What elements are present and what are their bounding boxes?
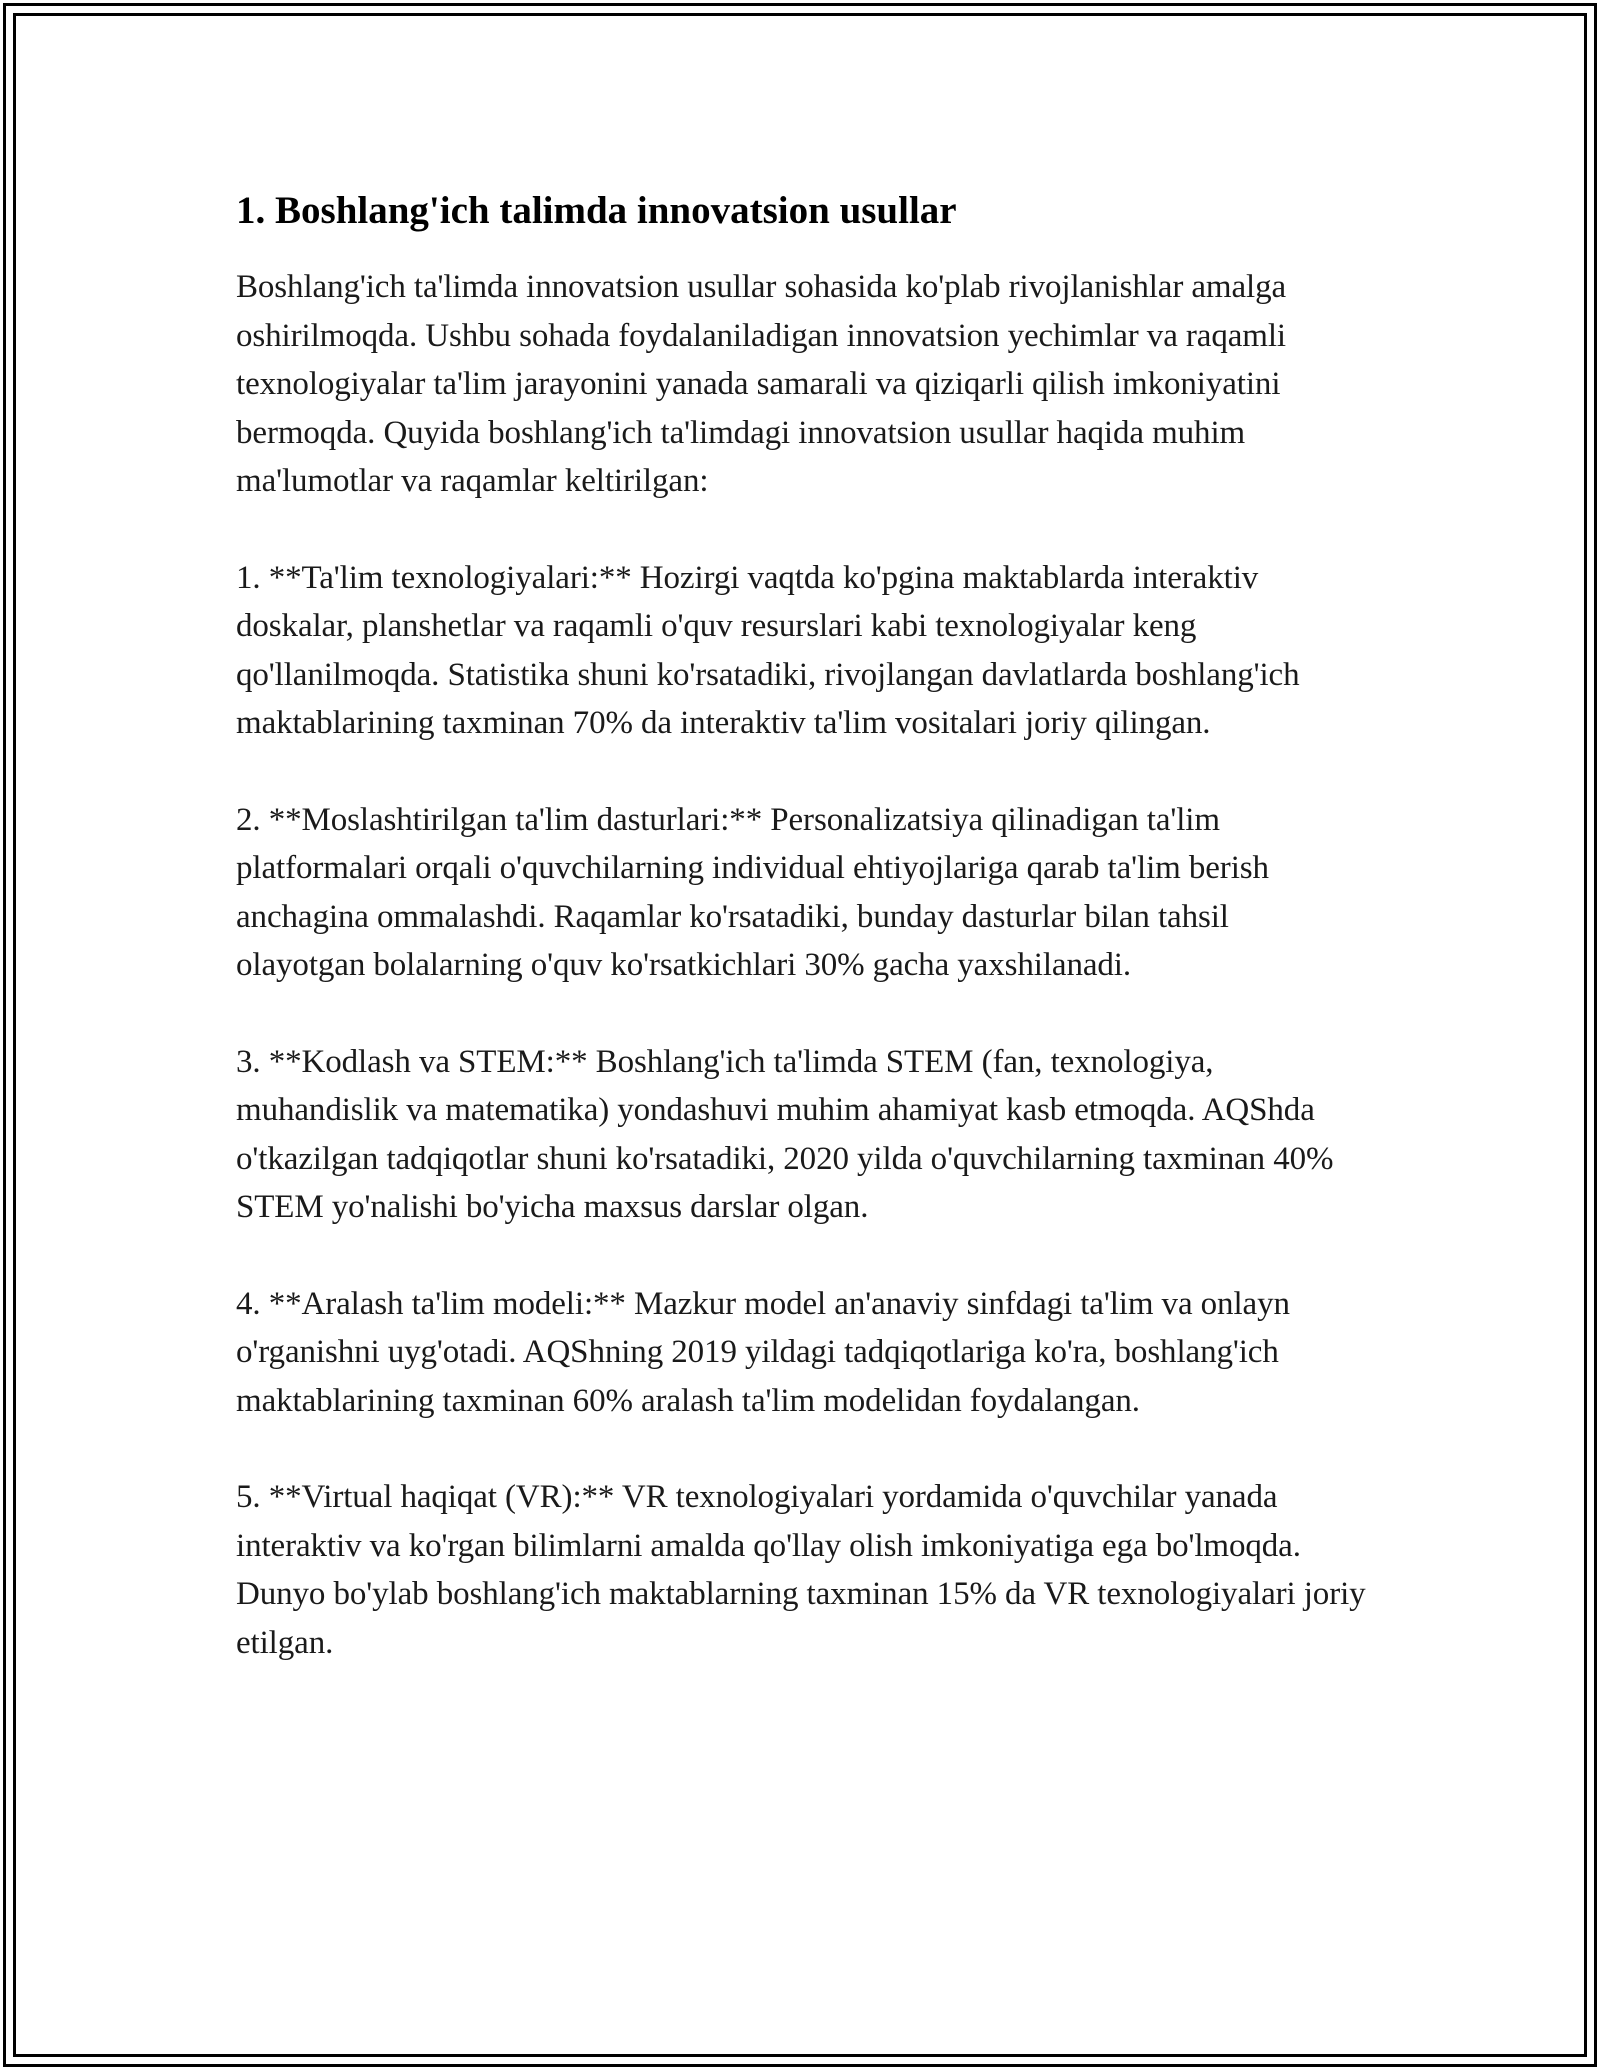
intro-paragraph: Boshlang'ich ta'limda innovatsion usullar sohasida ko'plab rivojlanishlar amalga oshirilmoqda. Ushbu sohada foydalaniladigan innovatsion yechimlar va raqamli texnologiyalar ta'lim jarayonini yanada samarali va qiziqarli qilish imkoniyatini bermoqda. Quyida boshlang'ich ta'limdagi innovatsion usullar haqida muhim ma'lumotlar va raqamlar keltirilgan:	[236, 269, 1287, 499]
document-title: 1. Boshlang'ich talimda innovatsion usullar	[236, 189, 957, 232]
list-item-blended-learning: 4. **Aralash ta'lim modeli:** Mazkur model an'anaviy sinfdagi ta'lim va onlayn o'rganishni uyg'otadi. AQShning 2019 yildagi tadqiqotlariga ko'ra, boshlang'ich maktablarining taxminan 60% aralash ta'lim modelidan foydalangan.	[236, 1285, 1290, 1419]
list-item-coding-stem: 3. **Kodlash va STEM:** Boshlang'ich ta'limda STEM (fan, texnologiya, muhandislik va matematika) yondashuvi muhim ahamiyat kasb etmoqda. AQShda o'tkazilgan tadqiqotlar shuni ko'rsatadiki, 2020 yilda o'quvchilarning taxminan 40% STEM yo'nalishi bo'yicha maxsus darslar olgan.	[236, 1043, 1334, 1225]
list-item-adaptive-programs: 2. **Moslashtirilgan ta'lim dasturlari:** Personalizatsiya qilinadigan ta'lim platformalari orqali o'quvchilarning individual ehtiyojlariga qarab ta'lim berish anchagina ommalashdi. Raqamlar ko'rsatadiki, bunday dasturlar bilan tahsil olayotgan bolalarning o'quv ko'rsatkichlari 30% gacha yaxshilanadi.	[236, 801, 1269, 983]
document-body	[236, 185, 1366, 1715]
list-item-education-technologies: 1. **Ta'lim texnologiyalari:** Hozirgi vaqtda ko'pgina maktablarda interaktiv doskalar, planshetlar va raqamli o'quv resurslari kabi texnologiyalar keng qo'llanilmoqda. Statistika shuni ko'rsatadiki, rivojlangan davlatlarda boshlang'ich maktablarining taxminan 70% da interaktiv ta'lim vositalari joriy qilingan.	[236, 559, 1300, 741]
list-item-virtual-reality: 5. **Virtual haqiqat (VR):** VR texnologiyalari yordamida o'quvchilar yanada interaktiv va ko'rgan bilimlarni amalda qo'llay olish imkoniyatiga ega bo'lmoqda. Dunyo bo'ylab boshlang'ich maktablarning taxminan 15% da VR texnologiyalari joriy etilgan.	[236, 1479, 1366, 1661]
